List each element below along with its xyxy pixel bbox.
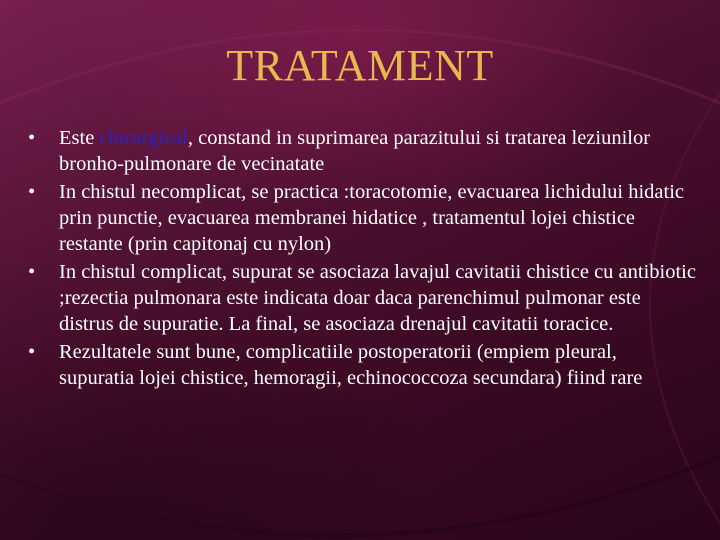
slide-title: TRATAMENT bbox=[226, 41, 494, 90]
bullet-item-4 bbox=[28, 339, 696, 391]
bullet-list bbox=[28, 125, 696, 393]
bullet-1-prefix: Este bbox=[59, 127, 100, 149]
bullet-item-3 bbox=[28, 259, 696, 337]
bullet-item-1 bbox=[28, 125, 696, 177]
bullet-1-suffix: , constand in suprimarea parazitului si tratarea leziunilor bronho-pulmonare de vecinatate bbox=[59, 127, 651, 175]
bullet-icon: • bbox=[28, 341, 36, 363]
bullet-4-text: Rezultatele sunt bune, complicatiile postoperatorii (empiem pleural, supuratia lojei chistice, hemoragii, echinococcoza secundara) fiind rare bbox=[59, 341, 643, 389]
bullet-3-text: In chistul complicat, supurat se asociaza lavajul cavitatii chistice cu antibiotic ;rezectia pulmonara este indicata doar daca parenchimul pulmonar este distrus de supuratie. La final, se asociaza drenajul cavitatii toracice. bbox=[59, 261, 696, 335]
bullet-1-highlight: chirurgical bbox=[99, 127, 188, 149]
bullet-icon: • bbox=[28, 181, 36, 203]
bullet-2-text: In chistul necomplicat, se practica :toracotomie, evacuarea lichidului hidatic prin punctie, evacuarea membranei hidatice , tratamentul lojei chistice restante (prin capitonaj cu nylon) bbox=[59, 181, 684, 255]
bullet-item-2 bbox=[28, 179, 696, 257]
bullet-icon: • bbox=[28, 261, 36, 283]
bullet-icon: • bbox=[28, 127, 36, 149]
